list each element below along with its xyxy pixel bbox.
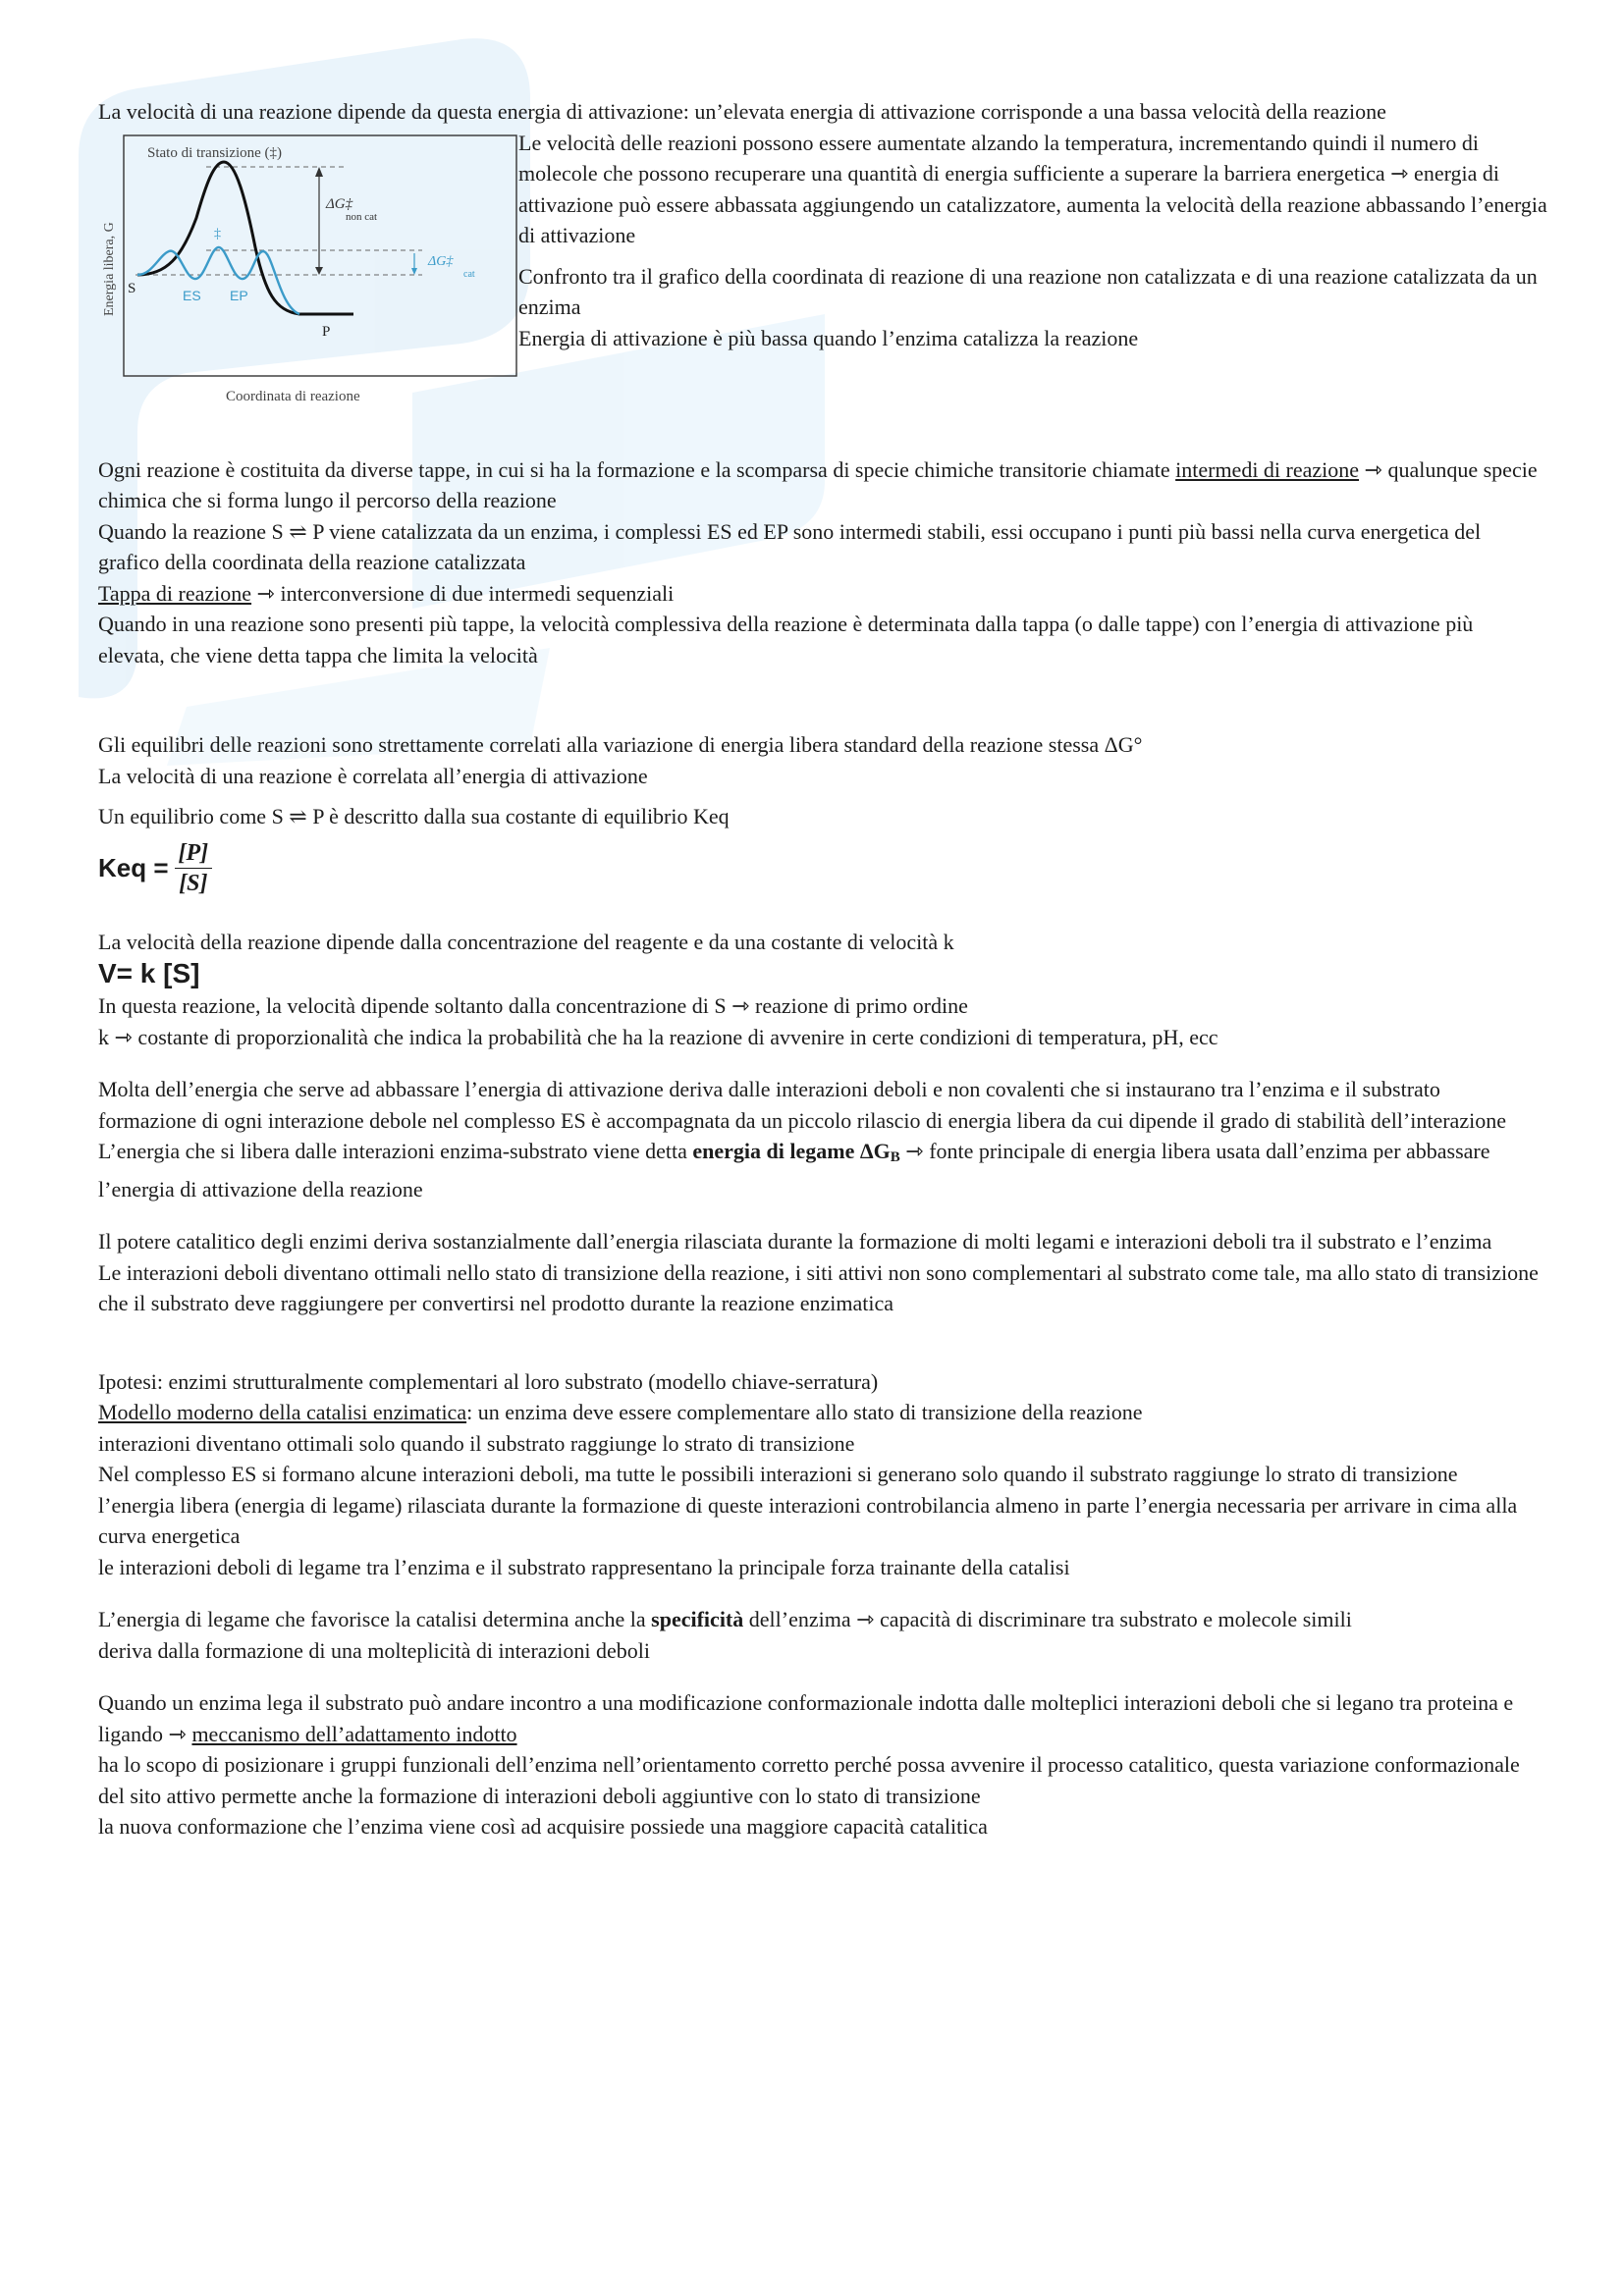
power-line-2: Le interazioni deboli diventano ottimali nello stato di transizione della reazione, i siti attivi non sono complementari al substrato come tale, ma allo stato di transizione che il substrato deve raggiungere per convertirsi nel prodotto durante la reazione enzimatica: [98, 1259, 1539, 1315]
label-s: S: [128, 280, 136, 296]
term-modello-moderno: Modello moderno della catalisi enzimatica: [98, 1400, 467, 1424]
document-page: [98, 96, 1547, 1842]
intro-paragraph: [98, 96, 1542, 128]
term-specificita: specificità: [651, 1607, 744, 1631]
diagram-title: Stato di transizione (‡): [147, 144, 283, 161]
velocity-formula: V= k [S]: [98, 958, 200, 988]
dg-noncat-arrowhead-top: [315, 167, 323, 177]
model-line-2: Modello moderno della catalisi enzimatica: un enzima deve essere complementare allo stato di transizione della reazione: [98, 1400, 1143, 1424]
term-adattamento-indotto: meccanismo dell’adattamento indotto: [191, 1721, 517, 1746]
velocity-line-3: k ⇾ costante di proporzionalità che indica la probabilità che ha la reazione di avvenire in certe condizioni di temperatura, pH, ecc: [98, 1024, 1218, 1049]
velocity-section: [98, 927, 1542, 1053]
reaction-coordinate-diagram: [98, 130, 520, 414]
label-es: ES: [183, 287, 201, 303]
figure-row: [98, 128, 1547, 407]
equilibrium-line-2: La velocità di una reazione è correlata all’energia di attivazione: [98, 763, 648, 788]
catalytic-power-section: [98, 1226, 1542, 1319]
figure-side-text: [518, 128, 1549, 354]
binding-line-2: formazione di ogni interazione debole nel complesso ES è accompagnata da un piccolo rilascio di energia libera da cui dipende il grado di stabilità dell’interazione: [98, 1107, 1506, 1133]
velocity-line-1: La velocità della reazione dipende dalla concentrazione del reagente e da una costante di velocità k: [98, 929, 954, 954]
dg-noncat-label: ΔG‡: [326, 195, 353, 212]
catalysis-model-section: [98, 1366, 1542, 1583]
x-axis-label: Coordinata di reazione: [226, 388, 360, 404]
keq-numerator: [P]: [175, 838, 213, 869]
stable-intermediates-paragraph: Quando la reazione S ⇌ P viene catalizzata da un enzima, i complessi ES ed EP sono intermedi stabili, essi occupano i punti più bassi nella curva energetica del grafico della coordinata della reazione catalizzata: [98, 518, 1482, 574]
induced-fit-line-3: la nuova conformazione che l’enzima viene così ad acquisire possiede una maggiore capacità catalitica: [98, 1814, 988, 1839]
steps-section: [98, 454, 1542, 671]
keq-fraction: [175, 838, 213, 898]
model-line-1: Ipotesi: enzimi strutturalmente complementari al loro substrato (modello chiave-serratura): [98, 1368, 879, 1394]
label-dagger: ‡: [214, 226, 221, 241]
power-line-1: Il potere catalitico degli enzimi deriva sostanzialmente dall’energia rilasciata durante la formazione di molti legami e interazioni deboli tra il substrato e l’enzima: [98, 1229, 1492, 1254]
label-p: P: [322, 323, 331, 340]
comparison-paragraph: Confronto tra il grafico della coordinata di reazione di una reazione non catalizzata e di una reazione catalizzata da un enzima: [518, 263, 1538, 319]
binding-line-3: L’energia che si libera dalle interazioni enzima-substrato viene detta energia di legame $\Delta G_B$ ⇾ fonte principale di energia libera usata dall’enzima per abbassare l’energia di attivazione della reazione: [98, 1139, 1490, 1201]
label-ep: EP: [230, 287, 248, 303]
keq-lhs: Keq =: [98, 852, 169, 882]
model-line-3: interazioni diventano ottimali solo quando il substrato raggiunge lo strato di transizione: [98, 1430, 855, 1456]
specificity-line-1: L’energia di legame che favorisce la catalisi determina anche la specificità dell’enzima ⇾ capacità di discriminare tra substrato e molecole simili: [98, 1607, 1352, 1631]
keq-denominator: [S]: [179, 871, 208, 896]
term-tappa: Tappa di reazione: [98, 580, 252, 606]
dg-cat-arrowhead: [411, 268, 417, 275]
model-line-6: le interazioni deboli di legame tra l’enzima e il substrato rappresentano la principale forza trainante della catalisi: [98, 1554, 1070, 1579]
equilibrium-line-1: Gli equilibri delle reazioni sono strettamente correlati alla variazione di energia libera standard della reazione stessa ΔG°: [98, 732, 1143, 757]
lower-energy-line: Energia di attivazione è più bassa quando l’enzima catalizza la reazione: [518, 325, 1139, 350]
catalyzed-curve: [137, 246, 299, 313]
term-energia-legame: energia di legame $\Delta G_B$: [692, 1139, 900, 1165]
intro-text: La velocità di una reazione dipende da questa energia di attivazione: un’elevata energia di attivazione corrisponde a una bassa velocità della reazione: [98, 99, 1386, 124]
equilibrium-section: [98, 729, 1542, 905]
specificity-section: [98, 1604, 1542, 1666]
velocity-line-2: In questa reazione, la velocità dipende soltanto dalla concentrazione di S ⇾ reazione di primo ordine: [98, 993, 968, 1018]
rate-limiting-paragraph: Quando in una reazione sono presenti più tappe, la velocità complessiva della reazione è determinata dalla tappa (o dalle tappe) con l’energia di attivazione più elevata, che viene detta tappa che limita la velocità: [98, 612, 1474, 667]
temperature-paragraph: Le velocità delle reazioni possono essere aumentate alzando la temperatura, incrementando quindi il numero di molecole che possono recuperare una quantità di energia sufficiente a superare la barriera energetica ⇾ energia di attivazione può essere abbassata aggiungendo un catalizzatore, aumenta la velocità della reazione abbassando l’energia di attivazione: [518, 130, 1547, 247]
binding-line-1: Molta dell’energia che serve ad abbassare l’energia di attivazione deriva dalle interazioni deboli e non covalenti che si instaurano tra l’enzima e il substrato: [98, 1077, 1440, 1101]
dg-noncat-sub: non cat: [346, 210, 378, 223]
induced-fit-line-1: Quando un enzima lega il substrato può andare incontro a una modificazione conformazionale indotta dalle molteplici interazioni deboli che si legano tra proteina e ligando ⇾ meccanismo dell’adattamento indotto: [98, 1690, 1514, 1746]
dg-cat-sub: cat: [463, 268, 475, 280]
model-line-5: l’energia libera (energia di legame) rilasciata durante la formazione di queste interazioni controbilancia almeno in parte l’energia necessaria per arrivare in cima alla curva energetica: [98, 1492, 1518, 1548]
dg-cat-label: ΔG‡: [428, 253, 454, 269]
induced-fit-section: [98, 1687, 1542, 1842]
reaction-step-paragraph: Tappa di reazione ⇾ interconversione di due intermedi sequenziali: [98, 580, 675, 606]
term-intermedi: intermedi di reazione: [1175, 456, 1360, 482]
dg-noncat-arrowhead-bottom: [315, 267, 323, 275]
y-axis-label: Energia libera, G: [102, 221, 117, 316]
keq-formula: [98, 832, 1542, 905]
equilibrium-line-3: Un equilibrio come S ⇌ P è descritto dalla sua costante di equilibrio Keq: [98, 804, 730, 828]
model-line-4: Nel complesso ES si formano alcune interazioni deboli, ma tutte le possibili interazioni si generano solo quando il substrato raggiunge lo strato di transizione: [98, 1462, 1458, 1486]
specificity-line-2: deriva dalla formazione di una molteplicità di interazioni deboli: [98, 1637, 651, 1663]
binding-energy-section: [98, 1074, 1542, 1204]
intermediates-paragraph: Ogni reazione è costituita da diverse tappe, in cui si ha la formazione e la scomparsa di specie chimiche transitorie chiamate intermedi di reazione ⇾ qualunque specie chimica che si forma lungo il percorso della reazione: [98, 456, 1538, 512]
induced-fit-line-2: ha lo scopo di posizionare i gruppi funzionali dell’enzima nell’orientamento corretto perché possa avvenire il processo catalitico, questa variazione conformazionale del sito attivo permette anche la formazione di interazioni deboli aggiuntive con lo stato di transizione: [98, 1752, 1520, 1808]
